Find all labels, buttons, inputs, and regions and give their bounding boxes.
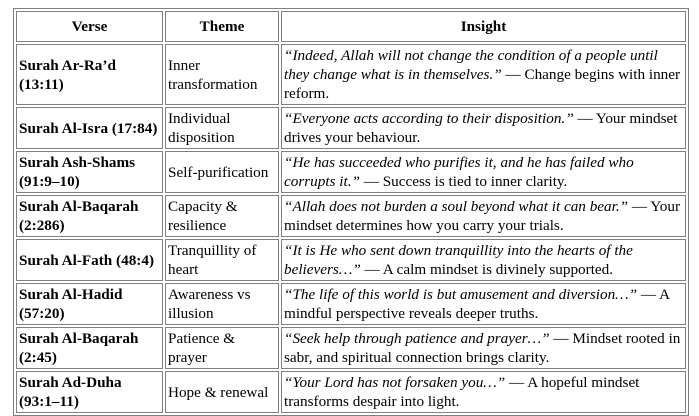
insight-text: — Your mindset determines how you carry your trials. [284, 198, 681, 234]
insight-cell [281, 283, 686, 325]
insight-cell [281, 195, 686, 237]
quote-text: “It is He who sent down tranquillity into the hearts of the believers…” [284, 242, 633, 278]
verse-cell: Surah Al-Hadid (57:20) [16, 283, 163, 325]
insight-cell [281, 44, 686, 105]
theme-cell: Hope & renewal [165, 371, 279, 413]
insight-text: — Your mindset drives your behaviour. [284, 110, 678, 146]
insight-text: — Change begins with inner reform. [284, 66, 681, 102]
verse-cell: Surah Ash-Shams (91:9–10) [16, 151, 163, 193]
theme-cell: Individual disposition [165, 107, 279, 149]
verse-cell: Surah Al-Baqarah (2:45) [16, 327, 163, 369]
insight-text: — A hopeful mindset transforms despair into light. [284, 374, 640, 410]
table-row [16, 239, 686, 281]
verse-table-container [13, 8, 689, 416]
verse-cell: Surah Al-Baqarah (2:286) [16, 195, 163, 237]
verse-table [13, 8, 689, 416]
table-row [16, 44, 686, 105]
header-theme: Theme [165, 11, 279, 42]
insight-text: — A mindful perspective reveals deeper truths. [284, 286, 670, 322]
quote-text: “The life of this world is but amusement and diversion…” [284, 286, 638, 303]
quote-text: “Your Lord has not forsaken you…” [284, 374, 506, 391]
insight-cell [281, 151, 686, 193]
table-row [16, 371, 686, 413]
table-row [16, 327, 686, 369]
table-row [16, 283, 686, 325]
quote-text: “Seek help through patience and prayer…” [284, 330, 550, 347]
verse-cell: Surah Ar-Ra’d (13:11) [16, 44, 163, 105]
verse-cell: Surah Al-Fath (48:4) [16, 239, 163, 281]
theme-cell: Tranquillity of heart [165, 239, 279, 281]
header-insight: Insight [281, 11, 686, 42]
quote-text: “Everyone acts according to their disposition.” [284, 110, 574, 127]
quote-text: “Indeed, Allah will not change the condition of a people until they change what is in themselves.” [284, 47, 658, 83]
insight-cell [281, 371, 686, 413]
quote-text: “He has succeeded who purifies it, and he has failed who corrupts it.” [284, 154, 634, 190]
verse-cell: Surah Ad-Duha (93:1–11) [16, 371, 163, 413]
theme-cell: Patience & prayer [165, 327, 279, 369]
theme-cell: Self-purification [165, 151, 279, 193]
table-header-row [16, 11, 686, 42]
table-row [16, 107, 686, 149]
quote-text: “Allah does not burden a soul beyond what it can bear.” [284, 198, 629, 215]
theme-cell: Capacity & resilience [165, 195, 279, 237]
verse-cell: Surah Al-Isra (17:84) [16, 107, 163, 149]
insight-text: — Success is tied to inner clarity. [359, 173, 568, 190]
table-row [16, 195, 686, 237]
header-verse: Verse [16, 11, 163, 42]
insight-cell [281, 239, 686, 281]
insight-cell [281, 327, 686, 369]
theme-cell: Awareness vs illusion [165, 283, 279, 325]
insight-cell [281, 107, 686, 149]
insight-text: — A calm mindset is divinely supported. [360, 261, 614, 278]
insight-text: — Mindset rooted in sabr, and spiritual connection brings clarity. [284, 330, 681, 366]
table-row [16, 151, 686, 193]
theme-cell: Inner transformation [165, 44, 279, 105]
